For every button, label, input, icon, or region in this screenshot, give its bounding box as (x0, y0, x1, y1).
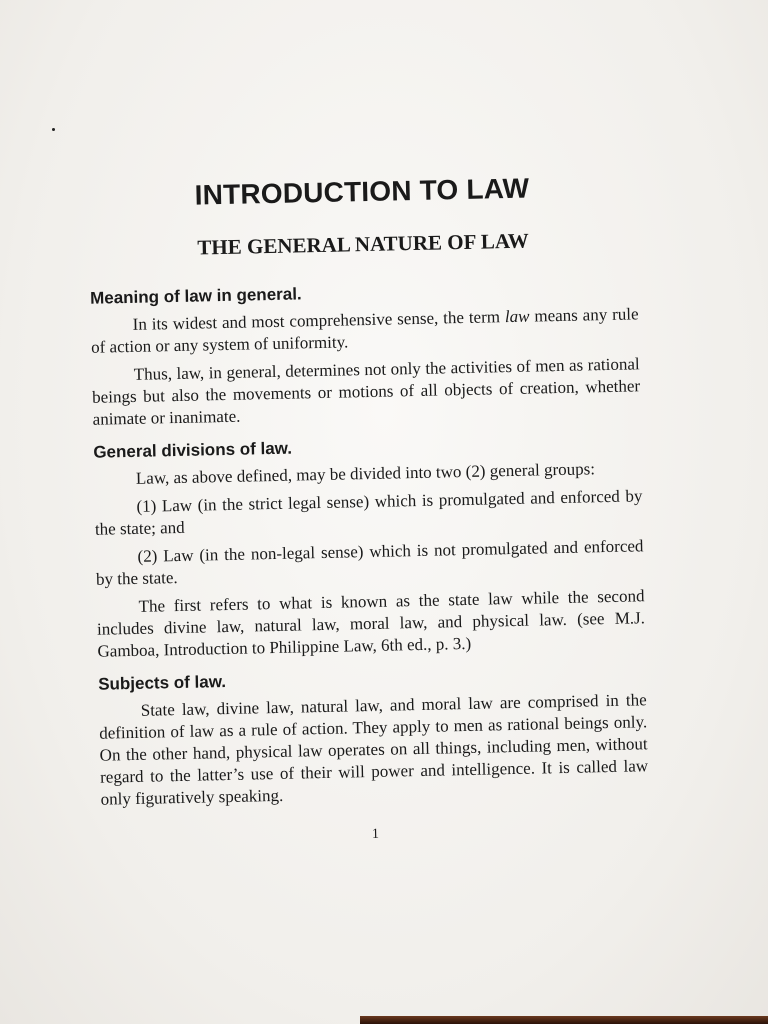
section-heading-subjects: Subjects of law. (98, 672, 227, 694)
paragraph-meaning-definition: In its widest and most comprehensive sense, the term law means any rule of action or any system of uniformity. (90, 304, 639, 357)
paragraph-division-2: (2) Law (in the non-legal sense) which is not promulgated and enforced by the state. (95, 536, 644, 589)
paragraph-division-1: (1) Law (in the strict legal sense) which is promulgated and enforced by the state; and (94, 486, 643, 539)
paragraph-divisions-explanation: The first refers to what is known as the state law while the second includes divine law, natural law, moral law, and physical law. (see M.J. Gamboa, Introduction to Philippine Law, 6th ed., p. 3.) (96, 586, 646, 661)
document-body (88, 170, 650, 848)
paragraph-subjects: State law, divine law, natural law, and moral law are comprised in the definition of law as a rule of action. They apply to men as rational beings only. On the other hand, physical law operates on all things, including men, without regard to the latter’s use of their will power and intelligence. It is called law only figuratively speaking. (99, 690, 649, 809)
section-heading-divisions: General divisions of law. (93, 438, 293, 462)
document-title: INTRODUCTION TO LAW (194, 172, 530, 211)
paragraph-meaning-scope: Thus, law, in general, determines not only the activities of men as rational beings but also the movements or motions of all objects of creation, whether animate or inanimate. (91, 354, 641, 429)
section-heading-meaning: Meaning of law in general. (89, 284, 302, 308)
term-law: law (504, 306, 530, 327)
paper-speck (52, 128, 55, 131)
document-subtitle: THE GENERAL NATURE OF LAW (197, 228, 529, 260)
desk-edge (360, 1016, 768, 1024)
page-number: 1 (371, 826, 380, 843)
paragraph-divisions-intro: Law, as above defined, may be divided into two (2) general groups: (135, 459, 596, 488)
